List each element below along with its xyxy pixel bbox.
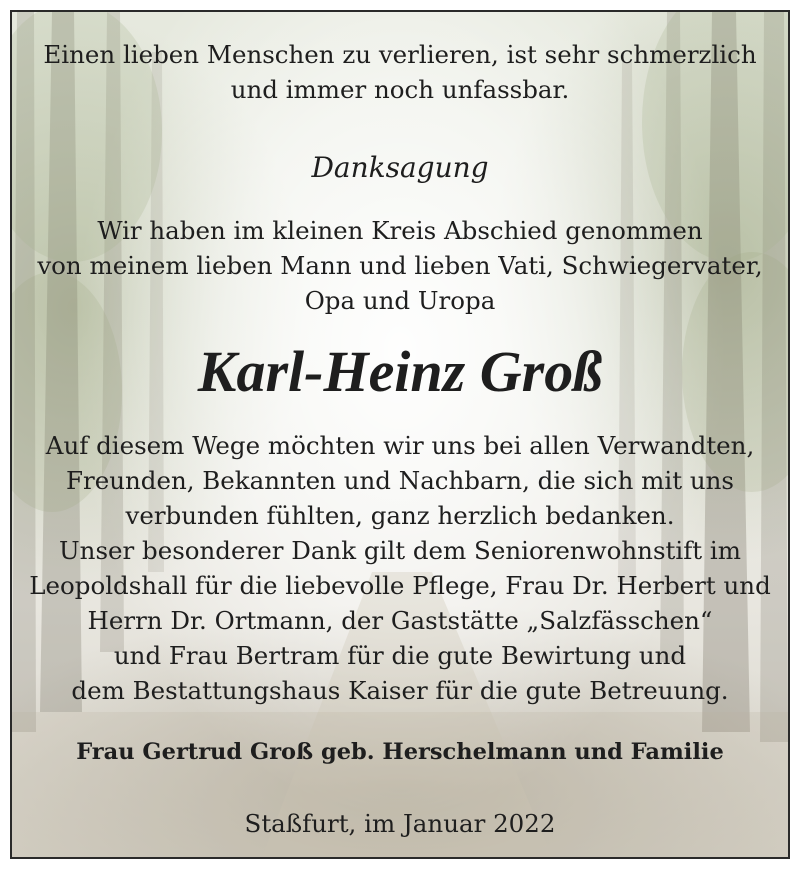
thanks-line-4: Unser besonderer Dank gilt dem Seniorenwohnstift im [59, 536, 741, 565]
thanks-line-8: dem Bestattungshaus Kaiser für die gute Betreuung. [71, 676, 729, 705]
notice-text [12, 12, 788, 857]
thanks-line-5: Leopoldshall für die liebevolle Pflege, Frau Dr. Herbert und [29, 571, 771, 600]
farewell-line-1: Wir haben im kleinen Kreis Abschied genommen [97, 216, 703, 245]
thanks-line-6: Herrn Dr. Ortmann, der Gaststätte „Salzfässchen“ [87, 606, 713, 635]
thanks-line-3: verbunden fühlten, ganz herzlich bedanken. [125, 501, 675, 530]
farewell-line-2: von meinem lieben Mann und lieben Vati, Schwiegervater, [37, 251, 763, 280]
intro-line-2: und immer noch unfassbar. [230, 75, 570, 104]
thanks-line-1: Auf diesem Wege möchten wir uns bei allen Verwandten, [45, 431, 755, 460]
farewell-line-3: Opa und Uropa [304, 286, 496, 315]
family-signature: Frau Gertrud Groß geb. Herschelmann und Familie [76, 739, 724, 765]
deceased-name: Karl-Heinz Groß [197, 339, 603, 404]
thanks-line-7: und Frau Bertram für die gute Bewirtung und [113, 641, 687, 670]
intro-line-1: Einen lieben Menschen zu verlieren, ist sehr schmerzlich [43, 40, 757, 69]
obituary-notice [10, 10, 790, 859]
heading-danksagung: Danksagung [311, 151, 489, 184]
thanks-line-2: Freunden, Bekannten und Nachbarn, die sich mit uns [66, 466, 734, 495]
place-date: Staßfurt, im Januar 2022 [244, 809, 556, 838]
